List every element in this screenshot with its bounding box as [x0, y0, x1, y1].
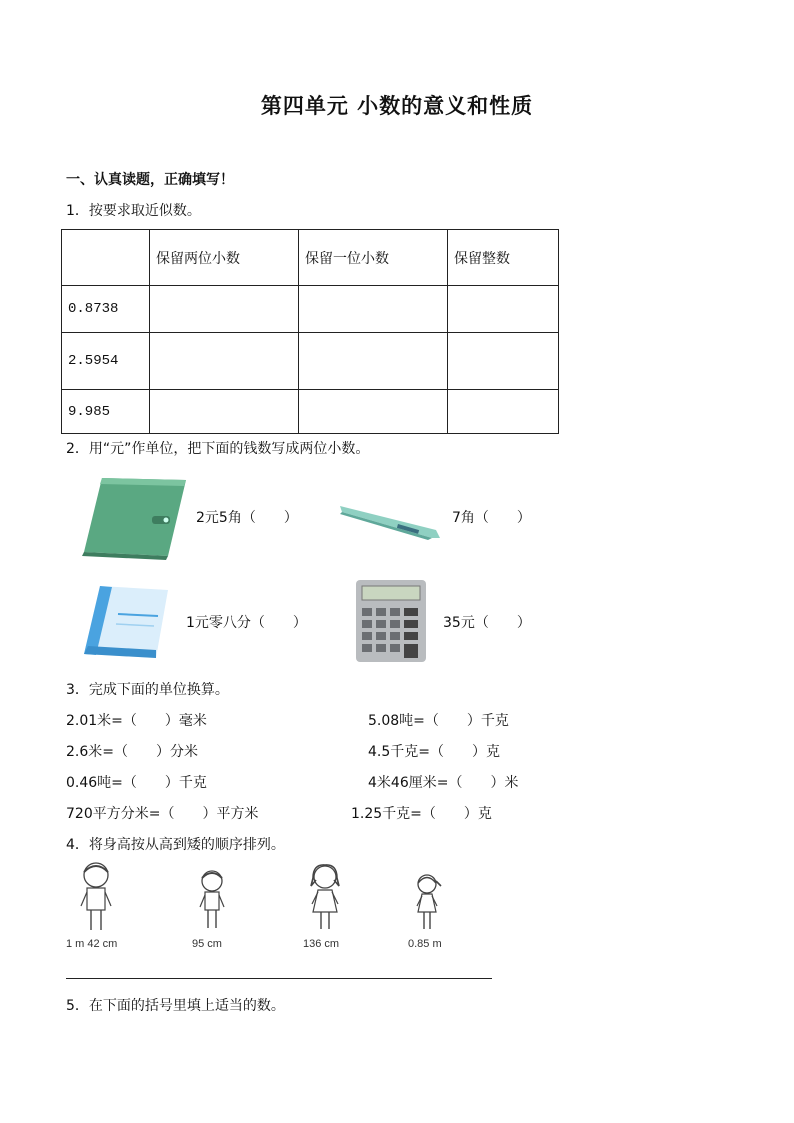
- conversion-item: 5.08吨=（ ）千克: [368, 713, 509, 729]
- answer-cell[interactable]: [448, 390, 559, 434]
- question-1-prompt: 1．按要求取近似数。: [66, 203, 201, 219]
- table-row-value: 0.8738: [62, 286, 150, 333]
- table-header: 保留一位小数: [299, 230, 448, 286]
- calculator-image: [352, 578, 430, 664]
- money-item-4: 35元（ ）: [443, 615, 531, 631]
- table-row-value: 2.5954: [62, 333, 150, 390]
- answer-cell[interactable]: [150, 390, 299, 434]
- height-caption: 95 cm: [192, 938, 222, 950]
- page-title: 第四单元 小数的意义和性质: [260, 93, 534, 118]
- child-figure-2-icon: [195, 868, 229, 932]
- question-2-prompt: 2．用“元”作单位，把下面的钱数写成两位小数。: [66, 441, 370, 457]
- question-3-prompt: 3．完成下面的单位换算。: [66, 682, 229, 698]
- height-caption: 1 m 42 cm: [66, 938, 118, 950]
- section-heading: 一、认真读题，正确填写！: [66, 172, 234, 188]
- conversion-item: 1.25千克=（ ）克: [351, 806, 492, 822]
- answer-cell[interactable]: [299, 390, 448, 434]
- child-figure-3-icon: [305, 862, 345, 932]
- pen-image: [338, 500, 444, 544]
- question-4-prompt: 4．将身高按从高到矮的顺序排列。: [66, 837, 285, 853]
- conversion-item: 4米46厘米=（ ）米: [368, 775, 519, 791]
- answer-cell[interactable]: [299, 286, 448, 333]
- money-item-1: 2元5角（ ）: [196, 510, 298, 526]
- table-header-corner: [62, 230, 150, 286]
- answer-cell[interactable]: [448, 286, 559, 333]
- height-caption: 136 cm: [303, 938, 340, 950]
- exercise-book-image: [82, 584, 170, 660]
- child-figure-1-icon: [76, 860, 116, 934]
- conversion-item: 2.01米=（ ）毫米: [66, 713, 207, 729]
- money-item-3: 1元零八分（ ）: [186, 615, 307, 631]
- rounding-table: [61, 229, 559, 434]
- conversion-item: 0.46吨=（ ）千克: [66, 775, 207, 791]
- money-item-2: 7角（ ）: [452, 510, 531, 526]
- question-5-prompt: 5．在下面的括号里填上适当的数。: [66, 998, 285, 1014]
- conversion-item: 2.6米=（ ）分米: [66, 744, 198, 760]
- conversion-item: 4.5千克=（ ）克: [368, 744, 500, 760]
- answer-cell[interactable]: [150, 333, 299, 390]
- height-caption: 0.85 m: [408, 938, 442, 950]
- answer-line[interactable]: [66, 978, 492, 979]
- answer-cell[interactable]: [448, 333, 559, 390]
- child-figure-4-icon: [410, 872, 444, 932]
- table-row-value: 9.985: [62, 390, 150, 434]
- answer-cell[interactable]: [299, 333, 448, 390]
- answer-cell[interactable]: [150, 286, 299, 333]
- conversion-item: 720平方分米=（ ）平方米: [66, 806, 259, 822]
- notebook-image: [82, 472, 190, 562]
- table-header: 保留整数: [448, 230, 559, 286]
- table-header: 保留两位小数: [150, 230, 299, 286]
